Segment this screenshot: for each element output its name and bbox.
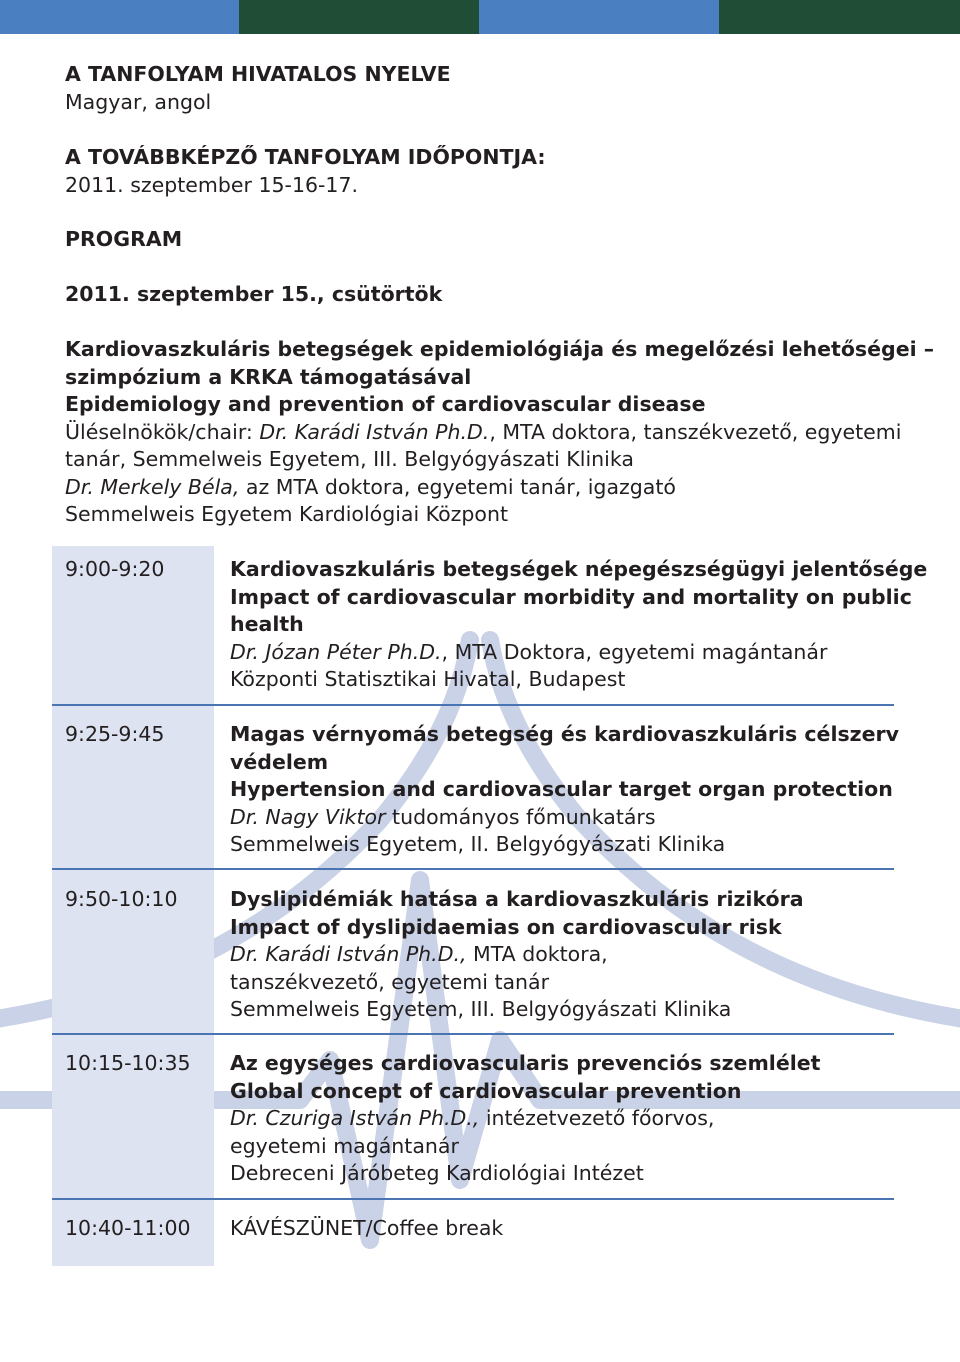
speaker-name: Dr. Józan Péter Ph.D. [230, 639, 442, 664]
session-time: 10:40-11:00 [65, 1216, 191, 1240]
session-time: 9:25-9:45 [65, 722, 165, 746]
session-affiliation: Központi Statisztikai Hivatal, Budapest [230, 667, 626, 691]
speaker-title: intézetvezető főorvos, [479, 1106, 715, 1130]
coffee-break-title: KÁVÉSZÜNET/Coffee break [230, 1216, 504, 1240]
chair2-name: Dr. Merkely Béla, [65, 474, 240, 499]
program-heading-text: PROGRAM [65, 227, 183, 251]
chair-line-1 [65, 419, 934, 447]
session-divider [52, 1198, 894, 1200]
session-details [230, 721, 899, 859]
chair2-rest: az MTA doktora, egyetemi tanár, igazgató [239, 474, 676, 499]
session-time: 9:50-10:10 [65, 887, 178, 911]
session-time: 9:00-9:20 [65, 557, 165, 581]
session-title-en: Impact of dyslipidaemias on cardiovascular risk [230, 914, 782, 939]
speaker-name: Dr. Czuriga István Ph.D., [230, 1106, 480, 1130]
date-section [65, 144, 546, 199]
session-divider [52, 868, 894, 870]
chair1-name: Dr. Karádi István Ph.D. [259, 419, 490, 444]
program-heading [65, 226, 182, 254]
session-time: 10:15-10:35 [65, 1051, 191, 1075]
session-title-hu: Az egységes cardiovascularis prevenciós szemlélet [230, 1051, 821, 1075]
session-speaker [230, 639, 895, 667]
session-title-en: Hypertension and cardiovascular target organ protection [230, 777, 893, 801]
symposium-block [65, 336, 934, 529]
language-section [65, 61, 451, 116]
session-speaker [230, 804, 895, 832]
session-details [230, 886, 895, 1024]
session-affiliation: Semmelweis Egyetem, III. Belgyógyászati Klinika [230, 997, 732, 1021]
session-speaker-line-2: egyetemi magántanár [230, 1133, 459, 1158]
session-details [230, 1050, 895, 1188]
language-value: Magyar, angol [65, 89, 212, 114]
session-title-hu: Kardiovaszkuláris betegségek népegészségügyi jelentősége [230, 557, 928, 581]
symposium-title-hu-1: Kardiovaszkuláris betegségek epidemiológiája és megelőzési lehetőségei – [65, 337, 935, 361]
date-value: 2011. szeptember 15-16-17. [65, 172, 359, 197]
session-affiliation: Debreceni Járóbeteg Kardiológiai Intézet [230, 1161, 644, 1185]
symposium-title-hu-2: szimpózium a KRKA támogatásával [65, 364, 472, 389]
day-heading-text: 2011. szeptember 15., csütörtök [65, 282, 443, 306]
day-heading [65, 281, 442, 309]
session-title-en: health [230, 612, 304, 636]
speaker-name: Dr. Karádi István Ph.D., [230, 942, 467, 966]
chair-line-2: tanár, Semmelweis Egyetem, III. Belgyógyászati Klinika [65, 447, 634, 471]
session-title-hu: Dyslipidémiák hatása a kardiovaszkuláris rizikóra [230, 887, 804, 911]
date-heading: A TOVÁBBKÉPZŐ TANFOLYAM IDŐPONTJA: [65, 145, 546, 169]
speaker-title: , MTA Doktora, egyetemi magántanár [441, 639, 828, 664]
session-title-hu: Magas vérnyomás betegség és kardiovaszkuláris célszerv [230, 722, 899, 746]
session-divider [52, 1033, 894, 1035]
session-title-en: Global concept of cardiovascular prevention [230, 1078, 742, 1103]
chair-label: Üléselnökök/chair: [65, 419, 260, 444]
chair2-line-1 [65, 474, 934, 502]
session-details [230, 556, 928, 694]
symposium-title-en: Epidemiology and prevention of cardiovascular disease [65, 392, 706, 416]
chair2-line-2: Semmelweis Egyetem Kardiológiai Központ [65, 502, 508, 526]
session-speaker [230, 941, 895, 969]
session-speaker [230, 1105, 895, 1133]
chair1-rest: , MTA doktora, tanszékvezető, egyetemi [489, 419, 902, 444]
speaker-name: Dr. Nagy Viktor [230, 804, 386, 829]
speaker-title: MTA doktora, [466, 942, 608, 966]
session-divider [52, 704, 894, 706]
session-speaker-line-2: tanszékvezető, egyetemi tanár [230, 969, 550, 994]
session-details [230, 1215, 895, 1243]
session-title-hu: védelem [230, 749, 329, 774]
session-affiliation: Semmelweis Egyetem, II. Belgyógyászati Klinika [230, 832, 726, 856]
speaker-title: tudományos főmunkatárs [385, 804, 656, 829]
session-title-en: Impact of cardiovascular morbidity and mortality on public [230, 584, 912, 609]
language-heading: A TANFOLYAM HIVATALOS NYELVE [65, 62, 451, 86]
